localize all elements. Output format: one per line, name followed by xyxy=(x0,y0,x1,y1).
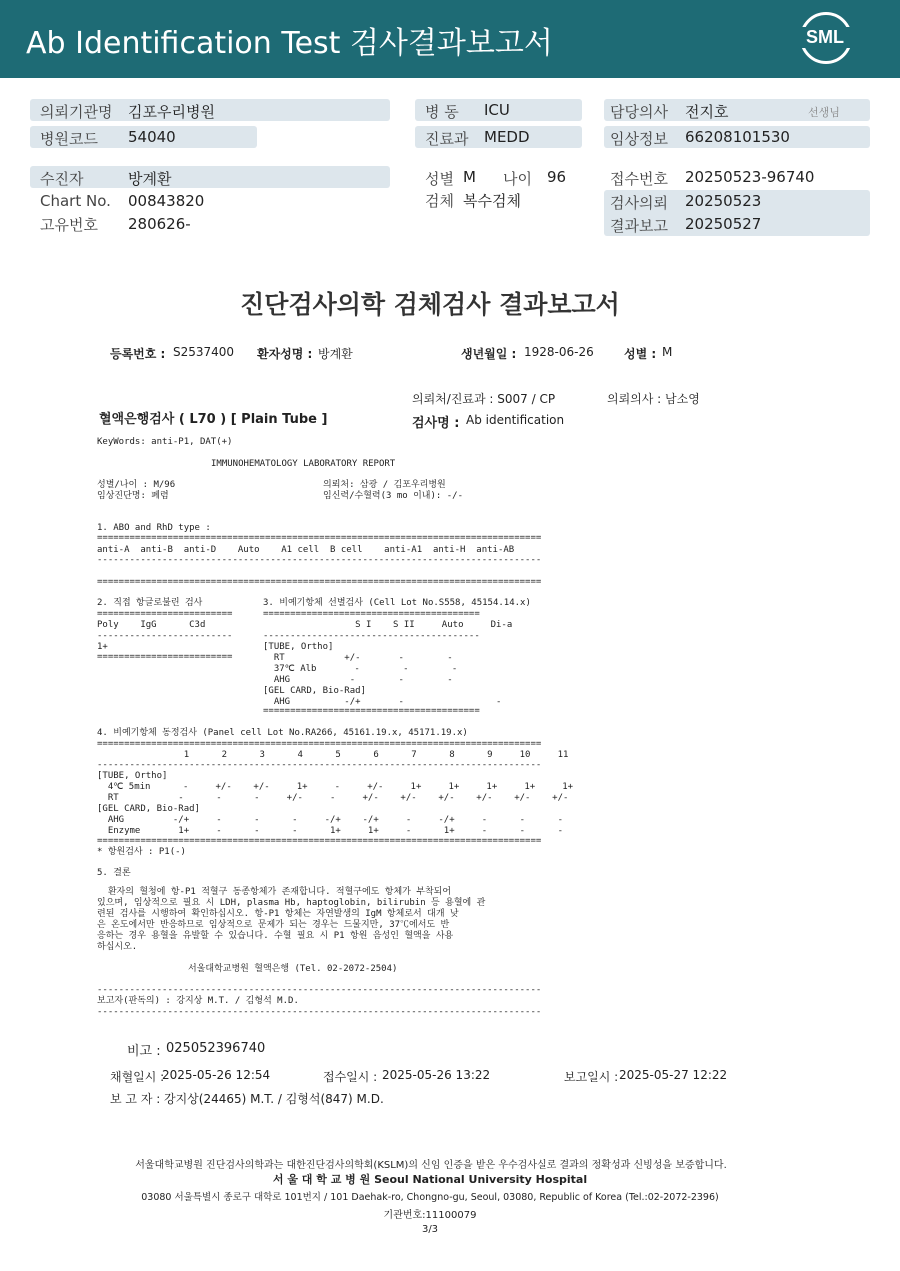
unique-label: 고유번호 xyxy=(40,216,98,234)
abo-dash: ---------------------------------------------------------------------------------- xyxy=(97,555,542,565)
recv-label: 접수일시 : xyxy=(323,1070,378,1084)
diagnosis-line: 임상진단명: 폐렴 xyxy=(97,491,169,501)
request-value: 20250523 xyxy=(685,192,762,210)
by-value: 강지상(24465) M.T. / 김형석(847) M.D. xyxy=(164,1092,384,1106)
sec2-value: 1+ xyxy=(97,642,108,652)
hospital-code-value: 54040 xyxy=(128,128,176,146)
collect-value: 2025-05-26 12:54 xyxy=(162,1068,271,1082)
age-value: 96 xyxy=(547,168,567,186)
page-title: Ab Identification Test 검사결과보고서 xyxy=(26,26,553,61)
conclusion-line: 있으며, 임상적으로 필요 시 LDH, plasma Hb, haptoglobin, bilirubin 등 용혈에 관 xyxy=(97,898,486,908)
sec2-header: Poly IgG C3d xyxy=(97,620,206,630)
institution-value: 김포우리병원 xyxy=(128,103,215,121)
clinical-value: 66208101530 xyxy=(685,128,790,146)
test-name-value: Ab identification xyxy=(466,413,565,427)
hospital-line: 서 울 대 학 교 병 원 Seoul National University Hospital xyxy=(272,1173,588,1186)
recv-value: 2025-05-26 13:22 xyxy=(382,1068,491,1082)
age-label: 나이 xyxy=(503,170,532,188)
dept-label: 진료과 xyxy=(425,130,469,148)
conclusion-line: 련된 검사를 시행하여 확인하십시오. 항-P1 항체는 자연발생의 IgM 항체로서 대개 낮 xyxy=(97,909,459,919)
rpt-label: 보고일시 : xyxy=(564,1070,619,1084)
sec3-row: AHG - - - xyxy=(263,675,453,685)
sec3-sep: ======================================== xyxy=(263,609,480,619)
request-label: 검사의뢰 xyxy=(610,194,668,212)
sex-label: 성별 xyxy=(425,170,454,188)
specimen-value: 복수검체 xyxy=(463,192,521,210)
report-value: 20250527 xyxy=(685,215,762,233)
bank-dash: ---------------------------------------------------------------------------------- xyxy=(97,985,542,995)
dob-value: 1928-06-26 xyxy=(524,345,594,359)
sec3-header: S I S II Auto Di-a xyxy=(263,620,513,630)
sec3-row: AHG -/+ - - xyxy=(263,697,502,707)
rsex-label: 성별 : xyxy=(624,347,657,361)
institution-number: 기관번호:11100079 xyxy=(383,1210,477,1221)
logo-text: SML xyxy=(796,27,854,48)
institution-label: 의뢰기관명 xyxy=(40,103,113,121)
sec4-sep: ================================================================================== xyxy=(97,739,542,749)
hospital-code-label: 병원코드 xyxy=(40,130,98,148)
name-value: 방계환 xyxy=(318,347,353,361)
remark-label: 비고 : xyxy=(127,1044,161,1059)
dob-label: 생년월일 : xyxy=(461,347,517,361)
by-label: 보 고 자 : xyxy=(110,1092,161,1106)
receipt-label: 접수번호 xyxy=(610,170,668,188)
sec4-dash: ---------------------------------------------------------------------------------- xyxy=(97,760,542,770)
lab-title: IMMUNOHEMATOLOGY LABORATORY REPORT xyxy=(211,459,396,469)
sec2-sep-end: ========================= xyxy=(97,652,233,662)
sex-age-line: 성별/나이 : M/96 xyxy=(97,480,176,490)
sex-value: M xyxy=(463,168,476,186)
doctor-label: 담당의사 xyxy=(610,103,668,121)
sec4-row: [GEL CARD, Bio-Rad] xyxy=(97,804,200,814)
chart-label: Chart No. xyxy=(40,192,111,210)
reg-value: S2537400 xyxy=(173,345,235,359)
conclusion-line: 은 온도에서만 반응하므로 임상적으로 문제가 되는 경우는 드물지만, 37℃에서도 반 xyxy=(97,920,450,930)
cert-line: 서울대학교병원 진단검사의학과는 대한진단검사의학회(KSLM)의 신임 인증을 받은 우수검사실로 결과의 정확성과 신빙성을 보증합니다. xyxy=(135,1160,727,1171)
header-bar xyxy=(0,0,900,78)
conclusion-line: 응하는 경우 용혈을 유발할 수 있습니다. 수혈 필요 시 P1 항원 음성인 혈액을 사용 xyxy=(97,931,454,941)
specimen-label: 검체 xyxy=(425,192,454,210)
req-hosp-line: 의뢰처: 삼광 / 김포우리병원 xyxy=(323,480,446,490)
sec4-row: 4℃ 5min - +/- +/- 1+ - +/- 1+ 1+ 1+ 1+ 1+ xyxy=(97,782,574,792)
sec3-sep-end: ======================================== xyxy=(263,706,480,716)
conclusion-line: 환자의 혈청에 항-P1 적혈구 동종항체가 존재합니다. 적혈구에도 항체가 부착되어 xyxy=(97,887,452,897)
antigen-line: * 항원검사 : P1(-) xyxy=(97,847,186,857)
name-label: 환자성명 : xyxy=(257,347,313,361)
sec3-row: [TUBE, Ortho] xyxy=(263,642,334,652)
report-title: 진단검사의학 검체검사 결과보고서 xyxy=(240,290,620,319)
conclusion-line: 하십시오. xyxy=(97,942,138,952)
preg-line: 임신력/수혈력(3 mo 이내): -/- xyxy=(323,491,463,501)
receipt-value: 20250523-96740 xyxy=(685,168,815,186)
abo-sep-end: ================================================================================== xyxy=(97,577,542,587)
sec4-sep-end: ================================================================================== xyxy=(97,836,542,846)
unique-value: 280626- xyxy=(128,215,191,233)
clinical-label: 임상정보 xyxy=(610,130,668,148)
sec4-row: [TUBE, Ortho] xyxy=(97,771,168,781)
doctor-value: 전지호 xyxy=(685,103,729,121)
sec2-title: 2. 직접 항글로불린 검사 xyxy=(97,598,203,608)
sec4-row: RT - - - +/- - +/- +/- +/- +/- +/- +/- xyxy=(97,793,569,803)
dept-value: MEDD xyxy=(484,128,530,146)
sec3-title: 3. 비예기항체 선별검사 (Cell Lot No.S558, 45154.14.x) xyxy=(263,598,531,608)
sec4-row: AHG -/+ - - - -/+ -/+ - -/+ - - - xyxy=(97,815,563,825)
sec4-header: 1 2 3 4 5 6 7 8 9 10 11 xyxy=(97,750,569,760)
sec2-sep: ========================= xyxy=(97,609,233,619)
remark-value: 025052396740 xyxy=(166,1041,266,1056)
address-line: 03080 서울특별시 종로구 대학로 101번지 / 101 Daehak-ro, Chongno-gu, Seoul, 03080, Republic of Korea (Tel.:02-2072-2396) xyxy=(141,1192,719,1203)
reporter-line: 보고자(판독의) : 강지상 M.T. / 김형석 M.D. xyxy=(97,996,299,1006)
reporter-dash: ---------------------------------------------------------------------------------- xyxy=(97,1007,542,1017)
patient-box xyxy=(30,166,390,188)
sec3-row: RT +/- - - xyxy=(263,653,453,663)
ward-value: ICU xyxy=(484,101,510,119)
test-group: 혈액은행검사 ( L70 ) [ Plain Tube ] xyxy=(99,412,328,427)
sec1-title: 1. ABO and RhD type : xyxy=(97,523,211,533)
test-name-label: 검사명 : xyxy=(412,416,460,431)
sec1-sep: ================================================================================== xyxy=(97,533,542,543)
keywords: KeyWords: anti-P1, DAT(+) xyxy=(97,437,233,447)
doctor-line: 의뢰의사 : 남소영 xyxy=(607,392,700,406)
reg-label: 등록번호 : xyxy=(110,347,166,361)
patient-value: 방계환 xyxy=(128,170,172,188)
chart-value: 00843820 xyxy=(128,192,205,210)
page-number: 3/3 xyxy=(421,1224,439,1235)
sml-logo xyxy=(796,12,854,66)
sec5-title: 5. 결론 xyxy=(97,868,131,878)
rpt-value: 2025-05-27 12:22 xyxy=(619,1068,728,1082)
abo-header: anti-A anti-B anti-D Auto A1 cell B cell anti-A1 anti-H anti-AB xyxy=(97,545,515,555)
report-label: 결과보고 xyxy=(610,217,668,235)
doctor-suffix: 선생님 xyxy=(808,106,840,119)
sec3-row: 37℃ Alb - - - xyxy=(263,664,458,674)
sec4-row: Enzyme 1+ - - - 1+ 1+ - 1+ - - - xyxy=(97,826,563,836)
sec3-row: [GEL CARD, Bio-Rad] xyxy=(263,686,366,696)
sec3-dash: ---------------------------------------- xyxy=(263,631,480,641)
patient-label: 수진자 xyxy=(40,170,84,188)
blood-bank-line: 서울대학교병원 혈액은행 (Tel. 02-2072-2504) xyxy=(188,964,398,974)
dept-line: 의뢰처/진료과 : S007 / CP xyxy=(412,392,556,406)
collect-label: 채혈일시 : xyxy=(110,1070,165,1084)
rsex-value: M xyxy=(662,345,673,359)
ward-label: 병 동 xyxy=(425,103,459,121)
sec4-title: 4. 비예기항체 동정검사 (Panel cell Lot No.RA266, 45161.19.x, 45171.19.x) xyxy=(97,728,468,738)
sec2-dash: ------------------------- xyxy=(97,631,233,641)
